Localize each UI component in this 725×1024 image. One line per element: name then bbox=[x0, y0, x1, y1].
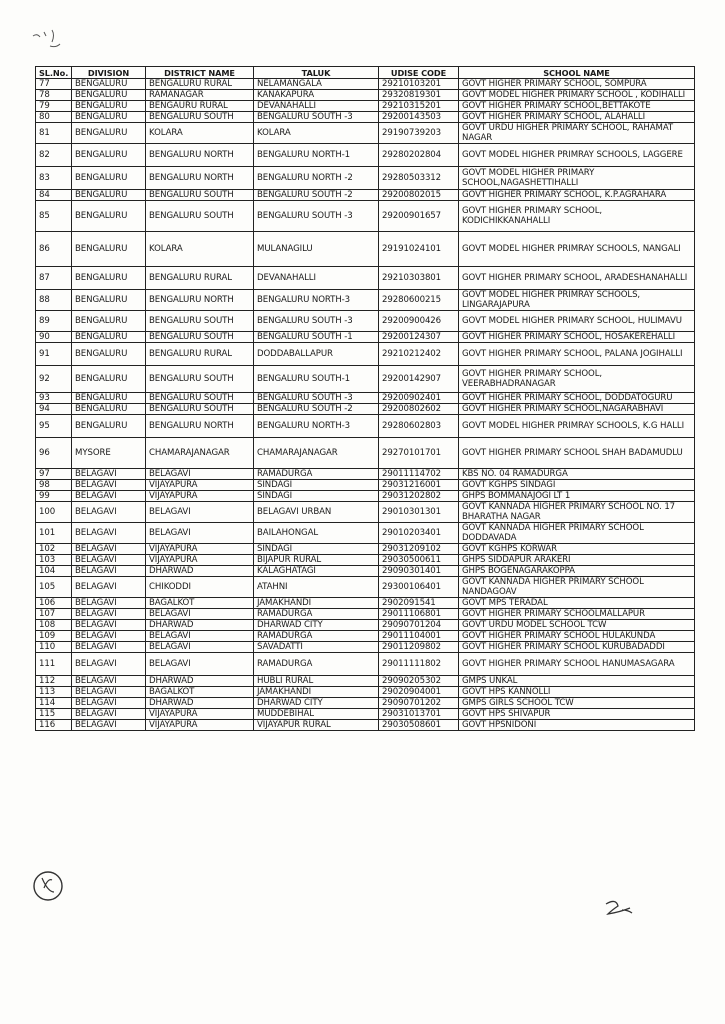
cell-division: BENGALURU bbox=[72, 167, 146, 190]
cell-udise-code: 29090701202 bbox=[379, 698, 459, 709]
table-row bbox=[36, 343, 695, 366]
cell-division: BELAGAVI bbox=[72, 620, 146, 631]
table-row bbox=[36, 480, 695, 491]
cell-sl-no: 104 bbox=[36, 566, 72, 577]
cell-taluk: KOLARA bbox=[254, 123, 379, 144]
cell-division: BELAGAVI bbox=[72, 469, 146, 480]
cell-udise-code: 29210212402 bbox=[379, 343, 459, 366]
cell-taluk: JAMAKHANDI bbox=[254, 598, 379, 609]
cell-division: BELAGAVI bbox=[72, 480, 146, 491]
cell-district: VIJAYAPURA bbox=[146, 480, 254, 491]
cell-school-name: GOVT MODEL HIGHER PRIMRAY SCHOOLS, LINGARAJAPURA bbox=[459, 290, 695, 311]
cell-division: BENGALURU bbox=[72, 404, 146, 415]
cell-division: BENGALURU bbox=[72, 144, 146, 167]
header-udise-code: UDISE CODE bbox=[379, 67, 459, 79]
cell-district: BAGALKOT bbox=[146, 598, 254, 609]
cell-division: BELAGAVI bbox=[72, 566, 146, 577]
cell-udise-code: 29011209802 bbox=[379, 642, 459, 653]
cell-division: BELAGAVI bbox=[72, 502, 146, 523]
table-row bbox=[36, 167, 695, 190]
cell-sl-no: 99 bbox=[36, 491, 72, 502]
cell-district: VIJAYAPURA bbox=[146, 491, 254, 502]
pen-scribble-mark bbox=[30, 24, 70, 54]
table-row bbox=[36, 687, 695, 698]
cell-udise-code: 29210315201 bbox=[379, 101, 459, 112]
cell-sl-no: 95 bbox=[36, 415, 72, 438]
cell-district: DHARWAD bbox=[146, 676, 254, 687]
cell-division: BENGALURU bbox=[72, 232, 146, 267]
table-row bbox=[36, 502, 695, 523]
cell-school-name: GOVT HIGHER PRIMARY SCHOOL, DODDATOGURU bbox=[459, 393, 695, 404]
cell-sl-no: 112 bbox=[36, 676, 72, 687]
cell-sl-no: 84 bbox=[36, 190, 72, 201]
cell-taluk: BENGALURU SOUTH-1 bbox=[254, 366, 379, 393]
cell-school-name: GMPS GIRLS SCHOOL TCW bbox=[459, 698, 695, 709]
table-row bbox=[36, 642, 695, 653]
header-sl-no: SL.No. bbox=[36, 67, 72, 79]
cell-sl-no: 109 bbox=[36, 631, 72, 642]
cell-district: BENGALURU SOUTH bbox=[146, 190, 254, 201]
cell-school-name: GOVT HIGHER PRIMARY SCHOOL, KODICHIKKANAHALLI bbox=[459, 201, 695, 232]
table-row bbox=[36, 709, 695, 720]
cell-taluk: KANAKAPURA bbox=[254, 90, 379, 101]
cell-district: BENGALURU SOUTH bbox=[146, 112, 254, 123]
cell-udise-code: 29030508601 bbox=[379, 720, 459, 731]
cell-division: BENGALURU bbox=[72, 290, 146, 311]
cell-udise-code: 29200900426 bbox=[379, 311, 459, 332]
table-row bbox=[36, 90, 695, 101]
cell-district: BELAGAVI bbox=[146, 631, 254, 642]
table-row bbox=[36, 79, 695, 90]
cell-division: BENGALURU bbox=[72, 101, 146, 112]
cell-school-name: GOVT HPS SHIVAPUR bbox=[459, 709, 695, 720]
cell-division: BENGALURU bbox=[72, 267, 146, 290]
table-row bbox=[36, 577, 695, 598]
cell-division: BELAGAVI bbox=[72, 631, 146, 642]
table-row bbox=[36, 101, 695, 112]
table-header-row bbox=[36, 67, 695, 79]
cell-udise-code: 29280602803 bbox=[379, 415, 459, 438]
cell-udise-code: 29031013701 bbox=[379, 709, 459, 720]
cell-sl-no: 110 bbox=[36, 642, 72, 653]
table-row bbox=[36, 404, 695, 415]
cell-sl-no: 80 bbox=[36, 112, 72, 123]
cell-school-name: GHPS SIDDAPUR ARAKERI bbox=[459, 555, 695, 566]
cell-udise-code: 29090205302 bbox=[379, 676, 459, 687]
cell-school-name: GOVT HIGHER PRIMARY SCHOOL, PALANA JOGIHALLI bbox=[459, 343, 695, 366]
cell-sl-no: 101 bbox=[36, 523, 72, 544]
table-row bbox=[36, 112, 695, 123]
cell-udise-code: 29280600215 bbox=[379, 290, 459, 311]
cell-udise-code: 29011114702 bbox=[379, 469, 459, 480]
signature-initials bbox=[602, 898, 638, 918]
cell-district: VIJAYAPURA bbox=[146, 709, 254, 720]
cell-school-name: GOVT MODEL HIGHER PRIMRAY SCHOOLS, LAGGERE bbox=[459, 144, 695, 167]
cell-district: BENGALURU NORTH bbox=[146, 167, 254, 190]
cell-school-name: GOVT HIGHER PRIMARY SCHOOL, VEERABHADRANAGAR bbox=[459, 366, 695, 393]
cell-school-name: GOVT KGHPS KORWAR bbox=[459, 544, 695, 555]
cell-taluk: BENGALURU SOUTH -2 bbox=[254, 190, 379, 201]
cell-school-name: GOVT HIGHER PRIMARY SCHOOL, HOSAKEREHALLI bbox=[459, 332, 695, 343]
cell-udise-code: 29010203401 bbox=[379, 523, 459, 544]
cell-taluk: BENGALURU SOUTH -3 bbox=[254, 112, 379, 123]
cell-taluk: BENGALURU SOUTH -1 bbox=[254, 332, 379, 343]
cell-sl-no: 88 bbox=[36, 290, 72, 311]
cell-udise-code: 29200802015 bbox=[379, 190, 459, 201]
table-row bbox=[36, 144, 695, 167]
cell-school-name: GOVT HPS KANNOLLI bbox=[459, 687, 695, 698]
cell-udise-code: 29320819301 bbox=[379, 90, 459, 101]
table-row bbox=[36, 311, 695, 332]
cell-taluk: BAILAHONGAL bbox=[254, 523, 379, 544]
cell-district: BAGALKOT bbox=[146, 687, 254, 698]
cell-district: RAMANAGAR bbox=[146, 90, 254, 101]
cell-taluk: JAMAKHANDI bbox=[254, 687, 379, 698]
cell-taluk: RAMADURGA bbox=[254, 653, 379, 676]
cell-udise-code: 29200142907 bbox=[379, 366, 459, 393]
cell-school-name: GOVT HIGHER PRIMARY SCHOOL SHAH BADAMUDLU bbox=[459, 438, 695, 469]
cell-sl-no: 78 bbox=[36, 90, 72, 101]
cell-udise-code: 29191024101 bbox=[379, 232, 459, 267]
cell-udise-code: 29011104001 bbox=[379, 631, 459, 642]
cell-udise-code: 29200124307 bbox=[379, 332, 459, 343]
table-row bbox=[36, 609, 695, 620]
cell-sl-no: 79 bbox=[36, 101, 72, 112]
header-district-name: DISTRICT NAME bbox=[146, 67, 254, 79]
cell-taluk: BENGALURU SOUTH -3 bbox=[254, 311, 379, 332]
cell-division: BELAGAVI bbox=[72, 523, 146, 544]
cell-district: KOLARA bbox=[146, 232, 254, 267]
cell-division: BELAGAVI bbox=[72, 687, 146, 698]
cell-division: BELAGAVI bbox=[72, 642, 146, 653]
cell-taluk: BENGALURU SOUTH -3 bbox=[254, 201, 379, 232]
cell-division: BENGALURU bbox=[72, 343, 146, 366]
cell-district: VIJAYAPURA bbox=[146, 544, 254, 555]
cell-division: BENGALURU bbox=[72, 112, 146, 123]
cell-division: BELAGAVI bbox=[72, 491, 146, 502]
cell-udise-code: 29010301301 bbox=[379, 502, 459, 523]
cell-district: BELAGAVI bbox=[146, 642, 254, 653]
cell-school-name: GOVT HIGHER PRIMARY SCHOOL, K.P.AGRAHARA bbox=[459, 190, 695, 201]
cell-udise-code: 29031202802 bbox=[379, 491, 459, 502]
cell-udise-code: 29210103201 bbox=[379, 79, 459, 90]
table-row bbox=[36, 720, 695, 731]
table-row bbox=[36, 290, 695, 311]
cell-taluk: RAMADURGA bbox=[254, 631, 379, 642]
cell-taluk: BENGALURU NORTH -2 bbox=[254, 167, 379, 190]
cell-division: BENGALURU bbox=[72, 90, 146, 101]
cell-division: BELAGAVI bbox=[72, 653, 146, 676]
cell-sl-no: 90 bbox=[36, 332, 72, 343]
cell-sl-no: 83 bbox=[36, 167, 72, 190]
cell-school-name: GOVT HIGHER PRIMARY SCHOOL,NAGARABHAVI bbox=[459, 404, 695, 415]
cell-udise-code: 29190739203 bbox=[379, 123, 459, 144]
cell-taluk: DODDABALLAPUR bbox=[254, 343, 379, 366]
cell-sl-no: 105 bbox=[36, 577, 72, 598]
cell-district: BENGALURU RURAL bbox=[146, 343, 254, 366]
cell-udise-code: 29200143503 bbox=[379, 112, 459, 123]
cell-division: BENGALURU bbox=[72, 415, 146, 438]
cell-taluk: CHAMARAJANAGAR bbox=[254, 438, 379, 469]
cell-division: BELAGAVI bbox=[72, 720, 146, 731]
cell-taluk: SINDAGI bbox=[254, 491, 379, 502]
cell-school-name: GOVT HIGHER PRIMARY SCHOOL, ALAHALLI bbox=[459, 112, 695, 123]
cell-district: BELAGAVI bbox=[146, 469, 254, 480]
cell-school-name: GOVT KANNADA HIGHER PRIMARY SCHOOL NO. 17 BHARATHA NAGAR bbox=[459, 502, 695, 523]
cell-district: VIJAYAPURA bbox=[146, 720, 254, 731]
cell-district: BENGAURU RURAL bbox=[146, 101, 254, 112]
cell-division: BENGALURU bbox=[72, 366, 146, 393]
cell-school-name: GOVT HIGHER PRIMARY SCHOOL HULAKUNDA bbox=[459, 631, 695, 642]
cell-udise-code: 29280503312 bbox=[379, 167, 459, 190]
cell-school-name: GHPS BOMMANAJOGI LT 1 bbox=[459, 491, 695, 502]
cell-taluk: DHARWAD CITY bbox=[254, 698, 379, 709]
cell-sl-no: 115 bbox=[36, 709, 72, 720]
table-row bbox=[36, 469, 695, 480]
cell-district: CHIKODDI bbox=[146, 577, 254, 598]
cell-division: BENGALURU bbox=[72, 332, 146, 343]
cell-udise-code: 29280202804 bbox=[379, 144, 459, 167]
cell-taluk: DEVANAHALLI bbox=[254, 267, 379, 290]
table-row bbox=[36, 201, 695, 232]
cell-sl-no: 93 bbox=[36, 393, 72, 404]
cell-sl-no: 100 bbox=[36, 502, 72, 523]
cell-udise-code: 29300106401 bbox=[379, 577, 459, 598]
cell-sl-no: 113 bbox=[36, 687, 72, 698]
cell-district: BENGALURU SOUTH bbox=[146, 366, 254, 393]
cell-school-name: GOVT HIGHER PRIMARY SCHOOL KURUBADADDI bbox=[459, 642, 695, 653]
cell-taluk: BENGALURU NORTH-3 bbox=[254, 290, 379, 311]
cell-school-name: GOVT URDU HIGHER PRIMARY SCHOOL, RAHAMAT NAGAR bbox=[459, 123, 695, 144]
cell-taluk: NELAMANGALA bbox=[254, 79, 379, 90]
cell-district: KOLARA bbox=[146, 123, 254, 144]
cell-division: BELAGAVI bbox=[72, 577, 146, 598]
cell-udise-code: 29200802602 bbox=[379, 404, 459, 415]
table-row bbox=[36, 232, 695, 267]
cell-taluk: SAVADATTI bbox=[254, 642, 379, 653]
cell-sl-no: 94 bbox=[36, 404, 72, 415]
cell-sl-no: 77 bbox=[36, 79, 72, 90]
cell-school-name: GOVT HIGHER PRIMARY SCHOOLMALLAPUR bbox=[459, 609, 695, 620]
cell-udise-code: 29090301401 bbox=[379, 566, 459, 577]
table-row bbox=[36, 566, 695, 577]
cell-district: VIJAYAPURA bbox=[146, 555, 254, 566]
cell-district: BENGALURU NORTH bbox=[146, 144, 254, 167]
cell-division: BELAGAVI bbox=[72, 544, 146, 555]
cell-school-name: GOVT MODEL HIGHER PRIMARY SCHOOL , KODIHALLI bbox=[459, 90, 695, 101]
table-row bbox=[36, 620, 695, 631]
cell-sl-no: 106 bbox=[36, 598, 72, 609]
cell-udise-code: 29270101701 bbox=[379, 438, 459, 469]
cell-district: DHARWAD bbox=[146, 698, 254, 709]
table-row bbox=[36, 267, 695, 290]
cell-taluk: MULANAGILU bbox=[254, 232, 379, 267]
cell-sl-no: 92 bbox=[36, 366, 72, 393]
cell-sl-no: 89 bbox=[36, 311, 72, 332]
cell-district: BENGALURU SOUTH bbox=[146, 404, 254, 415]
cell-sl-no: 111 bbox=[36, 653, 72, 676]
table-row bbox=[36, 598, 695, 609]
cell-udise-code: 29031216001 bbox=[379, 480, 459, 491]
table-row bbox=[36, 366, 695, 393]
cell-district: BELAGAVI bbox=[146, 609, 254, 620]
cell-taluk: ATAHNI bbox=[254, 577, 379, 598]
table-row bbox=[36, 631, 695, 642]
cell-taluk: DEVANAHALLI bbox=[254, 101, 379, 112]
circular-stamp-mark bbox=[30, 868, 66, 904]
cell-division: BENGALURU bbox=[72, 79, 146, 90]
cell-taluk: BELAGAVI URBAN bbox=[254, 502, 379, 523]
table-row bbox=[36, 393, 695, 404]
cell-district: BENGALURU SOUTH bbox=[146, 332, 254, 343]
cell-school-name: GOVT MODEL HIGHER PRIMRAY SCHOOLS, NANGALI bbox=[459, 232, 695, 267]
cell-taluk: RAMADURGA bbox=[254, 609, 379, 620]
cell-district: BENGALURU RURAL bbox=[146, 267, 254, 290]
cell-division: BELAGAVI bbox=[72, 555, 146, 566]
cell-district: BENGALURU RURAL bbox=[146, 79, 254, 90]
cell-district: BENGALURU SOUTH bbox=[146, 201, 254, 232]
table-row bbox=[36, 544, 695, 555]
cell-school-name: GOVT KGHPS SINDAGI bbox=[459, 480, 695, 491]
cell-udise-code: 29031209102 bbox=[379, 544, 459, 555]
cell-division: BELAGAVI bbox=[72, 709, 146, 720]
table-row bbox=[36, 332, 695, 343]
cell-school-name: GOVT MODEL HIGHER PRIMARY SCHOOL, HULIMAVU bbox=[459, 311, 695, 332]
cell-taluk: SINDAGI bbox=[254, 544, 379, 555]
cell-school-name: GOVT HIGHER PRIMARY SCHOOL, SOMPURA bbox=[459, 79, 695, 90]
cell-udise-code: 29020904001 bbox=[379, 687, 459, 698]
cell-taluk: BENGALURU NORTH-1 bbox=[254, 144, 379, 167]
cell-udise-code: 29030500611 bbox=[379, 555, 459, 566]
cell-district: DHARWAD bbox=[146, 566, 254, 577]
table-row bbox=[36, 415, 695, 438]
cell-school-name: GOVT HPSNIDONI bbox=[459, 720, 695, 731]
cell-division: BENGALURU bbox=[72, 123, 146, 144]
cell-udise-code: 29200901657 bbox=[379, 201, 459, 232]
cell-sl-no: 87 bbox=[36, 267, 72, 290]
cell-sl-no: 98 bbox=[36, 480, 72, 491]
cell-district: BENGALURU NORTH bbox=[146, 290, 254, 311]
cell-udise-code: 29200902401 bbox=[379, 393, 459, 404]
cell-udise-code: 29011106801 bbox=[379, 609, 459, 620]
table-row bbox=[36, 676, 695, 687]
cell-school-name: GOVT MPS TERADAL bbox=[459, 598, 695, 609]
cell-sl-no: 81 bbox=[36, 123, 72, 144]
cell-school-name: GOVT HIGHER PRIMARY SCHOOL, ARADESHANAHALLI bbox=[459, 267, 695, 290]
cell-school-name: GOVT HIGHER PRIMARY SCHOOL HANUMASAGARA bbox=[459, 653, 695, 676]
cell-division: BENGALURU bbox=[72, 201, 146, 232]
cell-division: BELAGAVI bbox=[72, 609, 146, 620]
table-row bbox=[36, 523, 695, 544]
cell-udise-code: 29090701204 bbox=[379, 620, 459, 631]
table-body bbox=[36, 79, 695, 731]
cell-sl-no: 91 bbox=[36, 343, 72, 366]
cell-school-name: GOVT MODEL HIGHER PRIMRAY SCHOOLS, K.G HALLI bbox=[459, 415, 695, 438]
cell-school-name: GOVT KANNADA HIGHER PRIMARY SCHOOL DODDAVADA bbox=[459, 523, 695, 544]
cell-sl-no: 116 bbox=[36, 720, 72, 731]
table-row bbox=[36, 190, 695, 201]
cell-sl-no: 102 bbox=[36, 544, 72, 555]
cell-taluk: VIJAYAPUR RURAL bbox=[254, 720, 379, 731]
cell-sl-no: 114 bbox=[36, 698, 72, 709]
table-row bbox=[36, 698, 695, 709]
cell-school-name: GMPS UNKAL bbox=[459, 676, 695, 687]
cell-taluk: BENGALURU NORTH-3 bbox=[254, 415, 379, 438]
cell-school-name: KBS NO. 04 RAMADURGA bbox=[459, 469, 695, 480]
table-row bbox=[36, 653, 695, 676]
header-school-name: SCHOOL NAME bbox=[459, 67, 695, 79]
cell-school-name: GOVT MODEL HIGHER PRIMARY SCHOOL,NAGASHETTIHALLI bbox=[459, 167, 695, 190]
cell-division: BELAGAVI bbox=[72, 698, 146, 709]
cell-taluk: SINDAGI bbox=[254, 480, 379, 491]
cell-school-name: GOVT HIGHER PRIMARY SCHOOL,BETTAKOTE bbox=[459, 101, 695, 112]
cell-district: CHAMARAJANAGAR bbox=[146, 438, 254, 469]
cell-district: BENGALURU SOUTH bbox=[146, 311, 254, 332]
cell-taluk: BENGALURU SOUTH -2 bbox=[254, 404, 379, 415]
cell-taluk: RAMADURGA bbox=[254, 469, 379, 480]
cell-division: BENGALURU bbox=[72, 393, 146, 404]
header-division: DIVISION bbox=[72, 67, 146, 79]
cell-taluk: HUBLI RURAL bbox=[254, 676, 379, 687]
cell-district: DHARWAD bbox=[146, 620, 254, 631]
cell-sl-no: 86 bbox=[36, 232, 72, 267]
cell-taluk: BENGALURU SOUTH -3 bbox=[254, 393, 379, 404]
cell-sl-no: 82 bbox=[36, 144, 72, 167]
cell-district: BELAGAVI bbox=[146, 653, 254, 676]
cell-taluk: DHARWAD CITY bbox=[254, 620, 379, 631]
cell-taluk: MUDDEBIHAL bbox=[254, 709, 379, 720]
cell-sl-no: 85 bbox=[36, 201, 72, 232]
table-row bbox=[36, 123, 695, 144]
cell-division: BELAGAVI bbox=[72, 598, 146, 609]
cell-udise-code: 29210303801 bbox=[379, 267, 459, 290]
cell-district: BELAGAVI bbox=[146, 502, 254, 523]
cell-division: BENGALURU bbox=[72, 190, 146, 201]
cell-sl-no: 103 bbox=[36, 555, 72, 566]
table-row bbox=[36, 438, 695, 469]
header-taluk: TALUK bbox=[254, 67, 379, 79]
cell-division: MYSORE bbox=[72, 438, 146, 469]
cell-udise-code: 29011111802 bbox=[379, 653, 459, 676]
cell-sl-no: 108 bbox=[36, 620, 72, 631]
cell-school-name: GHPS BOGENAGARAKOPPA bbox=[459, 566, 695, 577]
cell-school-name: GOVT URDU MODEL SCHOOL TCW bbox=[459, 620, 695, 631]
cell-division: BELAGAVI bbox=[72, 676, 146, 687]
cell-taluk: KALAGHATAGI bbox=[254, 566, 379, 577]
cell-district: BENGALURU SOUTH bbox=[146, 393, 254, 404]
cell-sl-no: 96 bbox=[36, 438, 72, 469]
cell-district: BELAGAVI bbox=[146, 523, 254, 544]
table-row bbox=[36, 555, 695, 566]
cell-taluk: BIJAPUR RURAL bbox=[254, 555, 379, 566]
cell-school-name: GOVT KANNADA HIGHER PRIMARY SCHOOL NANDAGOAV bbox=[459, 577, 695, 598]
cell-division: BENGALURU bbox=[72, 311, 146, 332]
cell-sl-no: 97 bbox=[36, 469, 72, 480]
cell-district: BENGALURU NORTH bbox=[146, 415, 254, 438]
table-row bbox=[36, 491, 695, 502]
cell-udise-code: 2902091541 bbox=[379, 598, 459, 609]
cell-sl-no: 107 bbox=[36, 609, 72, 620]
school-list-table bbox=[35, 66, 695, 731]
